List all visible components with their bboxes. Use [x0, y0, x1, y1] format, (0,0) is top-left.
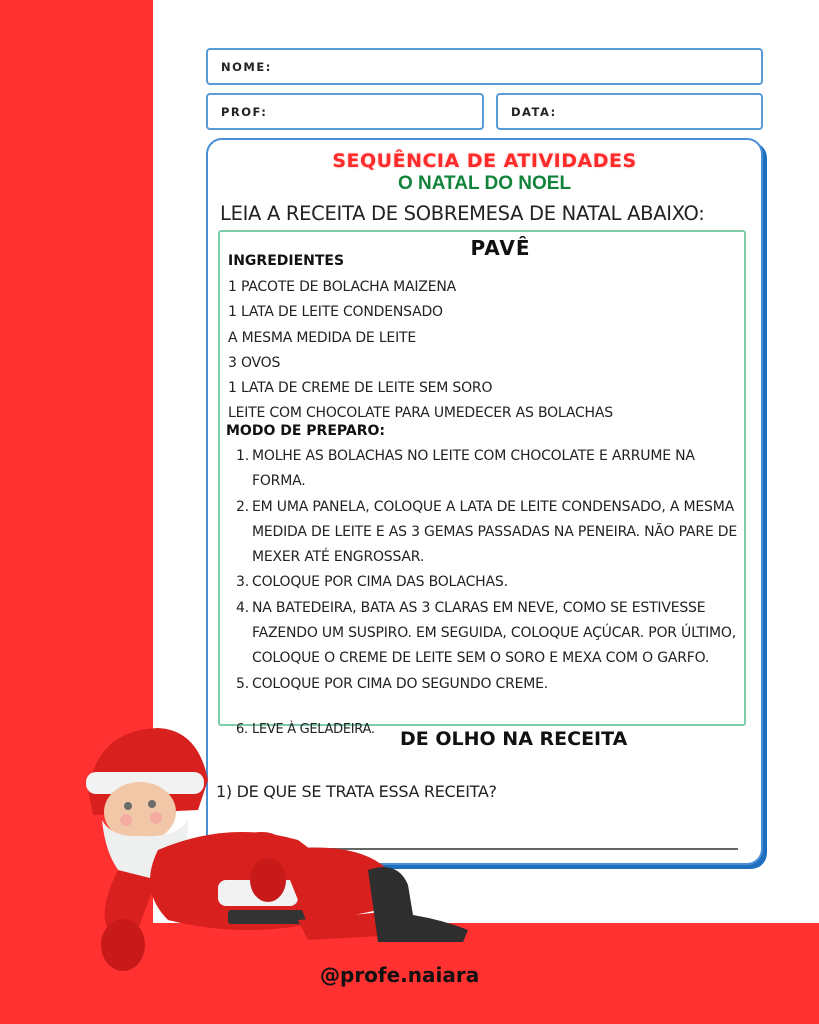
method-step	[236, 444, 741, 495]
name-label: NOME:	[221, 59, 272, 74]
worksheet-title: SEQUÊNCIA DE ATIVIDADES	[332, 150, 637, 172]
ingredients-heading: INGREDIENTES	[228, 253, 345, 269]
method-step	[236, 596, 741, 672]
teacher-field[interactable]	[206, 93, 484, 130]
recipe-title: PAVÊ	[470, 236, 531, 260]
step-text: NA BATEDEIRA, BATA AS 3 CLARAS EM NEVE, COMO SE ESTIVESSE FAZENDO UM SUSPIRO. EM SEGUIDA, COLOQUE AÇÚCAR. POR ÚLTIMO, COLOQUE O CREME DE LEITE SEM O SORO E MEXA COM O GARFO.	[252, 599, 736, 667]
step-text: COLOQUE POR CIMA DO SEGUNDO CREME.	[252, 675, 549, 692]
ingredient-item: 1 LATA DE CREME DE LEITE SEM SORO	[228, 380, 493, 397]
question-1: 1) DE QUE SE TRATA ESSA RECEITA?	[216, 782, 497, 801]
instruction-text: LEIA A RECEITA DE SOBREMESA DE NATAL ABAIXO:	[220, 202, 705, 225]
ingredient-item: LEITE COM CHOCOLATE PARA UMEDECER AS BOLACHAS	[228, 405, 613, 422]
teacher-label: PROF:	[221, 104, 268, 119]
method-steps-list	[236, 444, 741, 697]
step-text: EM UMA PANELA, COLOQUE A LATA DE LEITE CONDENSADO, A MESMA MEDIDA DE LEITE E AS 3 GEMAS PASSADAS NA PENEIRA. NÃO PARE DE MEXER ATÉ ENGROSSAR.	[252, 498, 738, 566]
method-heading: MODO DE PREPARO:	[226, 423, 385, 439]
step-number: 6.	[236, 722, 248, 737]
step-text: MOLHE AS BOLACHAS NO LEITE COM CHOCOLATE E ARRUME NA FORMA.	[252, 448, 695, 490]
ingredient-item: 1 LATA DE LEITE CONDENSADO	[228, 304, 443, 321]
santa-claus-icon	[78, 720, 478, 990]
ingredient-item: 3 OVOS	[228, 354, 281, 371]
step-number: 3.	[236, 574, 249, 591]
step-number: 5.	[236, 675, 249, 692]
step-text: COLOQUE POR CIMA DAS BOLACHAS.	[252, 574, 508, 591]
date-field[interactable]	[496, 93, 763, 130]
step-text: LEVE À GELADEIRA.	[252, 722, 375, 737]
method-step	[236, 495, 741, 571]
worksheet-subtitle: O NATAL DO NOEL	[397, 173, 572, 194]
date-label: DATA:	[511, 104, 557, 119]
method-step	[236, 570, 741, 595]
step-number: 2.	[236, 498, 249, 515]
step-number: 1.	[236, 448, 249, 464]
author-handle-text: @profe.naiara	[320, 963, 480, 987]
step-number: 4.	[236, 599, 249, 616]
questions-section-title: DE OLHO NA RECEITA	[400, 728, 628, 750]
ingredients-list	[228, 277, 613, 429]
ingredient-item: A MESMA MEDIDA DE LEITE	[228, 329, 416, 346]
method-step	[236, 672, 741, 697]
name-field[interactable]	[206, 48, 763, 85]
ingredient-item: 1 PACOTE DE BOLACHA MAIZENA	[228, 279, 456, 295]
